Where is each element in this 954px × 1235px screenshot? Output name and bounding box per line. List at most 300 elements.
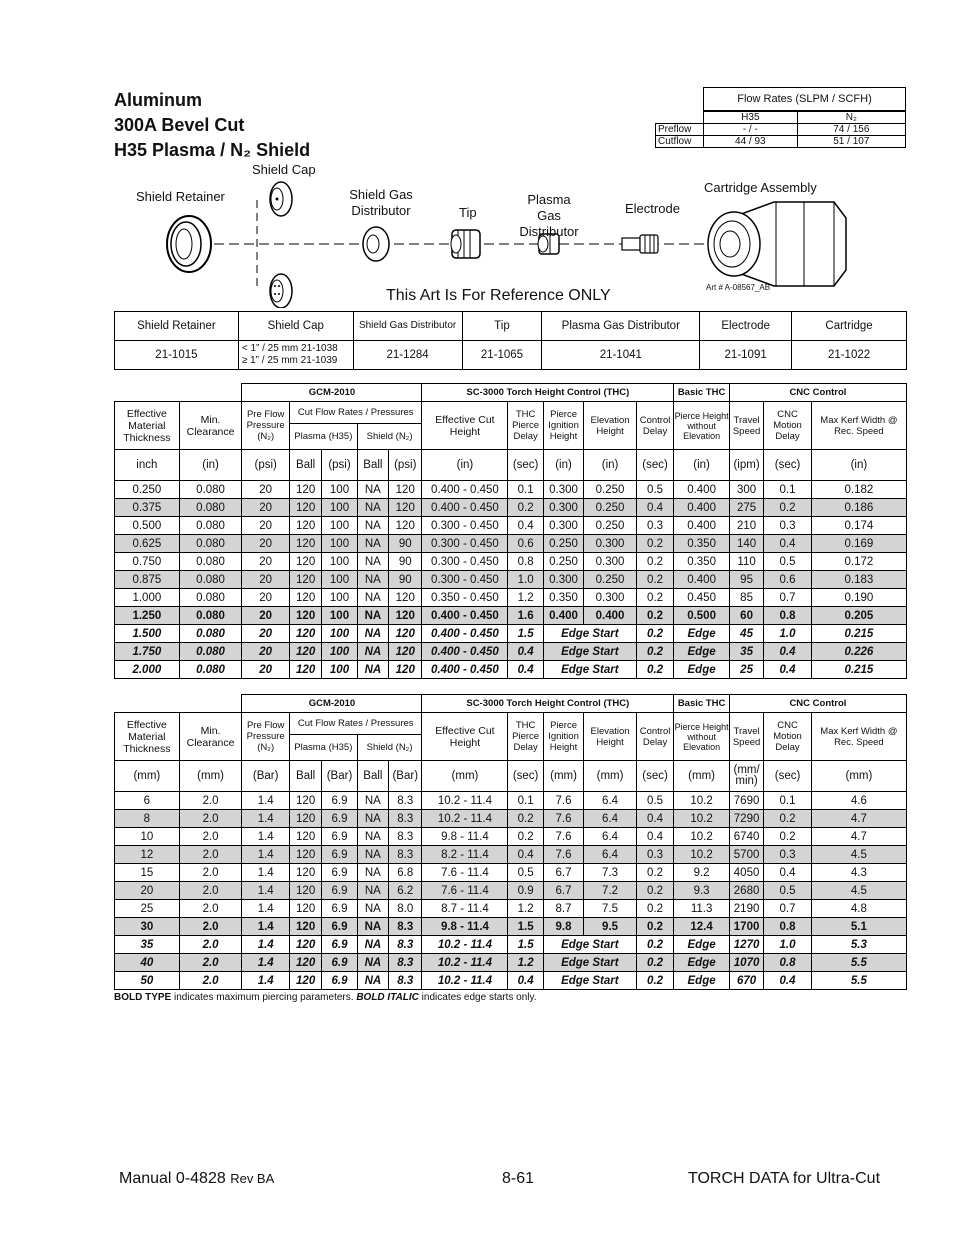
table-cell: 0.2 <box>636 535 673 553</box>
table-cell: NA <box>357 625 388 643</box>
table-cell: 0.080 <box>179 643 242 661</box>
table-cell: NA <box>357 792 388 810</box>
flow-row-label: Preflow <box>656 124 704 136</box>
table-row <box>115 828 907 846</box>
table-cell: Edge Start <box>543 625 636 643</box>
table-cell: 7.6 <box>543 810 583 828</box>
table-cell: 15 <box>115 864 180 882</box>
unit-cell: (sec) <box>636 761 673 792</box>
table-cell: 0.300 - 0.450 <box>422 517 508 535</box>
cartridge-assembly-drawing <box>708 202 846 286</box>
table-cell: 6.4 <box>584 828 637 846</box>
table-cell: 2.0 <box>179 918 242 936</box>
table-cell: 35 <box>115 936 180 954</box>
table-cell: 0.3 <box>764 846 812 864</box>
table-cell: 2190 <box>729 900 763 918</box>
col-shield: Shield (N₂) <box>357 735 422 761</box>
table-cell: 1.250 <box>115 607 180 625</box>
table-cell: 120 <box>389 643 422 661</box>
table-cell: 6.9 <box>322 972 357 990</box>
group-thc: SC-3000 Torch Height Control (THC) <box>422 384 674 402</box>
table-cell: 2.0 <box>179 828 242 846</box>
table-cell: NA <box>357 972 388 990</box>
table-cell: 0.7 <box>764 900 812 918</box>
unit-cell: (mm) <box>584 761 637 792</box>
table-cell: 20 <box>242 625 290 643</box>
table-cell: 50 <box>115 972 180 990</box>
shield-cap-drawing-top <box>270 182 292 216</box>
table-cell: 0.172 <box>811 553 906 571</box>
table-cell: 6740 <box>729 828 763 846</box>
table-cell: 0.1 <box>764 792 812 810</box>
table-cell: 0.186 <box>811 499 906 517</box>
table-cell: Edge Start <box>543 972 636 990</box>
table-cell: 0.080 <box>179 607 242 625</box>
table-cell: 6.9 <box>322 846 357 864</box>
table-cell: 0.1 <box>508 792 543 810</box>
table-cell: 100 <box>322 535 357 553</box>
table-cell: 0.2 <box>636 954 673 972</box>
table-cell: 6.7 <box>543 864 583 882</box>
part-number: 21-1041 <box>542 341 700 370</box>
col-elevation: Elevation Height <box>584 713 637 761</box>
footer-manual: Manual 0-4828 Rev BA <box>119 1170 275 1187</box>
table-cell: 120 <box>289 553 321 571</box>
table-cell: 100 <box>322 481 357 499</box>
table-cell: NA <box>357 661 388 679</box>
table-cell: Edge Start <box>543 954 636 972</box>
table-cell: 0.2 <box>764 810 812 828</box>
table-cell: 1.4 <box>242 810 290 828</box>
table-cell: 0.250 <box>543 553 583 571</box>
table-cell: 6 <box>115 792 180 810</box>
table-cell: 120 <box>289 589 321 607</box>
table-cell: 6.4 <box>584 846 637 864</box>
table-cell: 6.4 <box>584 792 637 810</box>
col-cutflow: Cut Flow Rates / Pressures <box>289 402 422 424</box>
table-cell: 6.4 <box>584 810 637 828</box>
table-cell: 1.4 <box>242 918 290 936</box>
table-cell: 4.5 <box>811 846 906 864</box>
table-cell: 0.2 <box>508 828 543 846</box>
table-cell: 100 <box>322 571 357 589</box>
table-row <box>115 936 907 954</box>
table-cell: 120 <box>289 900 321 918</box>
col-cnc-delay: CNC Motion Delay <box>764 402 812 450</box>
unit-cell: (psi) <box>242 450 290 481</box>
flow-col-h35: H35 <box>704 112 798 124</box>
table-cell: 7.6 <box>543 792 583 810</box>
table-cell: 0.300 <box>543 517 583 535</box>
unit-cell: inch <box>115 450 180 481</box>
footer-section: TORCH DATA for Ultra-Cut <box>688 1170 881 1187</box>
unit-cell: (mm) <box>179 761 242 792</box>
table-cell: 8.0 <box>389 900 422 918</box>
parts-header: Shield Retainer <box>115 312 239 341</box>
table-row <box>115 846 907 864</box>
table-cell: 120 <box>289 882 321 900</box>
table-cell: 1.4 <box>242 900 290 918</box>
table-cell: NA <box>357 481 388 499</box>
table-cell: 0.750 <box>115 553 180 571</box>
table-cell: 0.2 <box>636 900 673 918</box>
table-cell: 20 <box>242 589 290 607</box>
table-cell: 120 <box>289 864 321 882</box>
table-cell: 0.300 - 0.450 <box>422 571 508 589</box>
title-process: 300A Bevel Cut <box>114 115 245 135</box>
flow-rates-header: Flow Rates (SLPM / SCFH) <box>703 87 906 111</box>
table-row <box>115 972 907 990</box>
table-cell: 0.080 <box>179 517 242 535</box>
table-row <box>115 553 907 571</box>
unit-cell: Ball <box>357 761 388 792</box>
table-cell: 0.174 <box>811 517 906 535</box>
col-pierce-no-elev: Pierce Height without Elevation <box>674 402 730 450</box>
table-cell: 60 <box>729 607 763 625</box>
table-cell: 0.350 <box>543 589 583 607</box>
col-kerf: Max Kerf Width @ Rec. Speed <box>811 402 906 450</box>
table-cell: 10 <box>115 828 180 846</box>
parts-header: Shield Gas Distributor <box>353 312 462 341</box>
table-cell: 0.2 <box>636 918 673 936</box>
table-cell: 4.3 <box>811 864 906 882</box>
label-tip: Tip <box>459 205 477 220</box>
unit-cell: (mm) <box>422 761 508 792</box>
table-cell: 0.2 <box>636 589 673 607</box>
table-cell: NA <box>357 607 388 625</box>
col-pierce-height: Pierce Ignition Height <box>543 713 583 761</box>
table-cell: 0.183 <box>811 571 906 589</box>
table-cell: NA <box>357 828 388 846</box>
table-cell: 0.300 - 0.450 <box>422 535 508 553</box>
table-cell: 0.350 - 0.450 <box>422 589 508 607</box>
table-cell: Edge <box>674 954 730 972</box>
group-basic-thc: Basic THC <box>674 695 730 713</box>
table-cell: 100 <box>322 625 357 643</box>
table-cell: 8.3 <box>389 792 422 810</box>
table-cell: 0.250 <box>584 499 637 517</box>
table-cell: 5.1 <box>811 918 906 936</box>
unit-cell: Ball <box>289 450 321 481</box>
table-cell: 1.750 <box>115 643 180 661</box>
part-number: 21-1022 <box>792 341 907 370</box>
table-row <box>115 499 907 517</box>
table-cell: 2.0 <box>179 936 242 954</box>
table-cell: 0.350 <box>674 535 730 553</box>
table-cell: 4.7 <box>811 828 906 846</box>
table-cell: 140 <box>729 535 763 553</box>
unit-cell: (in) <box>674 450 730 481</box>
table-cell: 4.8 <box>811 900 906 918</box>
table-cell: 9.8 - 11.4 <box>422 828 508 846</box>
table-row <box>115 643 907 661</box>
table-cell: 6.9 <box>322 792 357 810</box>
table-cell: 1.5 <box>508 625 543 643</box>
table-cell: 10.2 - 11.4 <box>422 936 508 954</box>
flow-row-label: Cutflow <box>656 136 704 148</box>
table-cell: 120 <box>389 589 422 607</box>
table-cell: 2.0 <box>179 792 242 810</box>
col-thickness: Effective Material Thickness <box>115 402 180 450</box>
table-cell: 0.400 - 0.450 <box>422 481 508 499</box>
cut-data-table-inch <box>114 383 907 679</box>
table-cell: Edge Start <box>543 936 636 954</box>
flow-rates-table <box>655 87 907 148</box>
table-cell: 110 <box>729 553 763 571</box>
table-cell: 120 <box>289 918 321 936</box>
table-cell: NA <box>357 918 388 936</box>
table-cell: 0.400 <box>674 499 730 517</box>
table-cell: Edge Start <box>543 661 636 679</box>
col-travel: Travel Speed <box>729 402 763 450</box>
page-title <box>114 88 310 163</box>
table-cell: NA <box>357 846 388 864</box>
table-cell: 1.0 <box>764 625 812 643</box>
table-cell: 0.080 <box>179 499 242 517</box>
table-cell: 8.7 <box>543 900 583 918</box>
table-cell: 120 <box>289 810 321 828</box>
table-cell: 0.375 <box>115 499 180 517</box>
table-cell: 0.4 <box>764 864 812 882</box>
table-cell: 6.8 <box>389 864 422 882</box>
table-cell: 5.5 <box>811 954 906 972</box>
table-row <box>115 792 907 810</box>
table-cell: 2.0 <box>179 864 242 882</box>
label-shield-cap: Shield Cap <box>252 162 316 177</box>
table-cell: 10.2 - 11.4 <box>422 792 508 810</box>
table-cell: 0.2 <box>636 625 673 643</box>
unit-cell: (in) <box>584 450 637 481</box>
table-cell: 9.8 <box>543 918 583 936</box>
table-cell: 30 <box>115 918 180 936</box>
table-cell: 0.6 <box>508 535 543 553</box>
flow-cell: 44 / 93 <box>704 136 798 148</box>
unit-cell: (in) <box>543 450 583 481</box>
table-cell: 20 <box>242 661 290 679</box>
part-number: 21-1284 <box>353 341 462 370</box>
table-cell: 0.400 <box>674 571 730 589</box>
table-cell: 1.5 <box>508 936 543 954</box>
table-cell: 7.6 <box>543 828 583 846</box>
table-cell: 0.4 <box>636 810 673 828</box>
col-plasma: Plasma (H35) <box>289 424 357 450</box>
part-number: 21-1065 <box>462 341 542 370</box>
col-preflow: Pre Flow Pressure (N₂) <box>242 402 290 450</box>
table-cell: 0.300 <box>543 571 583 589</box>
table-cell: 11.3 <box>674 900 730 918</box>
table-cell: 4.5 <box>811 882 906 900</box>
table-cell: 4.7 <box>811 810 906 828</box>
table-cell: 10.2 <box>674 828 730 846</box>
table-cell: 1.4 <box>242 954 290 972</box>
table-cell: 120 <box>289 643 321 661</box>
table-cell: 0.8 <box>508 553 543 571</box>
flow-cell: 74 / 156 <box>797 124 905 136</box>
table-cell: NA <box>357 643 388 661</box>
table-cell: 0.2 <box>636 864 673 882</box>
table-cell: Edge <box>674 643 730 661</box>
table-cell: 2.0 <box>179 972 242 990</box>
table-cell: 0.400 - 0.450 <box>422 661 508 679</box>
table-cell: NA <box>357 589 388 607</box>
table-cell: 6.9 <box>322 918 357 936</box>
table-cell: 7.3 <box>584 864 637 882</box>
table-cell: NA <box>357 499 388 517</box>
table-cell: 2.0 <box>179 882 242 900</box>
table-cell: 0.400 - 0.450 <box>422 625 508 643</box>
table-cell: 0.9 <box>508 882 543 900</box>
table-cell: 0.250 <box>584 517 637 535</box>
table-cell: 0.5 <box>636 792 673 810</box>
table-cell: 90 <box>389 553 422 571</box>
table-cell: 0.400 - 0.450 <box>422 499 508 517</box>
table-cell: 20 <box>242 499 290 517</box>
table-cell: 0.4 <box>764 535 812 553</box>
table-cell: 4.6 <box>811 792 906 810</box>
table-cell: 8.3 <box>389 846 422 864</box>
table-cell: 0.1 <box>764 481 812 499</box>
unit-cell: (Bar) <box>389 761 422 792</box>
group-gcm: GCM-2010 <box>242 384 422 402</box>
parts-header: Plasma Gas Distributor <box>542 312 700 341</box>
unit-cell: (Bar) <box>322 761 357 792</box>
title-gases: H35 Plasma / N₂ Shield <box>114 140 311 160</box>
table-cell: 1070 <box>729 954 763 972</box>
table-cell: 8.3 <box>389 954 422 972</box>
group-basic-thc: Basic THC <box>674 384 730 402</box>
table-cell: 5.5 <box>811 972 906 990</box>
table-cell: 0.5 <box>764 553 812 571</box>
table-cell: NA <box>357 882 388 900</box>
col-preflow: Pre Flow Pressure (N₂) <box>242 713 290 761</box>
table-cell: 8.3 <box>389 936 422 954</box>
table-row <box>115 481 907 499</box>
table-cell: 120 <box>389 499 422 517</box>
table-cell: 9.3 <box>674 882 730 900</box>
table-cell: 120 <box>289 571 321 589</box>
table-cell: 0.3 <box>636 846 673 864</box>
table-cell: 120 <box>289 792 321 810</box>
group-gcm: GCM-2010 <box>242 695 422 713</box>
table-cell: 0.500 <box>674 607 730 625</box>
unit-cell: (mm) <box>115 761 180 792</box>
table-cell: 7.5 <box>584 900 637 918</box>
col-travel: Travel Speed <box>729 713 763 761</box>
table-cell: 4050 <box>729 864 763 882</box>
table-cell: 0.2 <box>508 499 543 517</box>
table-cell: Edge <box>674 972 730 990</box>
cut-data-table-metric <box>114 694 907 990</box>
col-shield: Shield (N₂) <box>357 424 422 450</box>
table-cell: 90 <box>389 571 422 589</box>
table-cell: 100 <box>322 643 357 661</box>
label-cartridge-assembly: Cartridge Assembly <box>704 180 817 195</box>
table-cell: 120 <box>289 954 321 972</box>
table-cell: 6.2 <box>389 882 422 900</box>
table-cell: 120 <box>289 517 321 535</box>
col-cut-height: Effective Cut Height <box>422 713 508 761</box>
table-cell: 120 <box>289 607 321 625</box>
unit-cell: (mm) <box>674 761 730 792</box>
unit-cell: (in) <box>179 450 242 481</box>
table-cell: 120 <box>289 625 321 643</box>
table-cell: 12 <box>115 846 180 864</box>
parts-header: Electrode <box>700 312 792 341</box>
table-cell: 0.2 <box>636 936 673 954</box>
table-cell: 7.6 <box>543 846 583 864</box>
reference-note: This Art Is For Reference ONLY <box>386 287 611 304</box>
table-cell: 7290 <box>729 810 763 828</box>
table-cell: 10.2 - 11.4 <box>422 810 508 828</box>
table-cell: 9.5 <box>584 918 637 936</box>
table-cell: 210 <box>729 517 763 535</box>
table-cell: 0.215 <box>811 661 906 679</box>
table-cell: NA <box>357 553 388 571</box>
table-cell: 120 <box>289 828 321 846</box>
table-cell: 0.5 <box>764 882 812 900</box>
table-cell: 2.0 <box>179 954 242 972</box>
footnote: BOLD TYPE indicates maximum piercing parameters. BOLD ITALIC indicates edge starts only. <box>114 992 537 1003</box>
table-cell: 0.400 <box>543 607 583 625</box>
table-cell: NA <box>357 900 388 918</box>
table-cell: 1.6 <box>508 607 543 625</box>
table-cell: 1.4 <box>242 882 290 900</box>
table-cell: 0.3 <box>636 517 673 535</box>
table-cell: 100 <box>322 661 357 679</box>
col-cnc-delay: CNC Motion Delay <box>764 713 812 761</box>
table-cell: 10.2 <box>674 846 730 864</box>
table-cell: 670 <box>729 972 763 990</box>
table-cell: 0.400 - 0.450 <box>422 607 508 625</box>
table-cell: 100 <box>322 499 357 517</box>
table-cell: 0.300 <box>584 535 637 553</box>
table-row <box>115 571 907 589</box>
table-cell: 0.350 <box>674 553 730 571</box>
table-cell: 0.300 <box>584 589 637 607</box>
table-cell: Edge <box>674 936 730 954</box>
group-cnc: CNC Control <box>729 384 906 402</box>
flow-cell: 51 / 107 <box>797 136 905 148</box>
table-cell: Edge <box>674 661 730 679</box>
table-cell: 0.450 <box>674 589 730 607</box>
tip-drawing <box>451 230 480 258</box>
table-cell: 100 <box>322 607 357 625</box>
table-cell: 10.2 - 11.4 <box>422 972 508 990</box>
table-cell: 9.2 <box>674 864 730 882</box>
table-cell: 35 <box>729 643 763 661</box>
table-cell: NA <box>357 954 388 972</box>
table-cell: 0.080 <box>179 481 242 499</box>
flow-cell: - / - <box>704 124 798 136</box>
table-cell: 6.9 <box>322 882 357 900</box>
table-cell: 0.3 <box>764 517 812 535</box>
table-cell: 8.2 - 11.4 <box>422 846 508 864</box>
table-cell: 85 <box>729 589 763 607</box>
table-cell: 1.2 <box>508 954 543 972</box>
part-number-shield-cap: < 1” / 25 mm 21-1038 ≥ 1” / 25 mm 21-1039 <box>238 341 353 370</box>
table-cell: 120 <box>289 936 321 954</box>
table-cell: NA <box>357 517 388 535</box>
col-control-delay: Control Delay <box>636 713 673 761</box>
table-cell: 6.9 <box>322 864 357 882</box>
table-cell: 0.080 <box>179 625 242 643</box>
table-cell: 0.250 <box>115 481 180 499</box>
table-cell: 0.080 <box>179 535 242 553</box>
label-plasma-gas-distributor: Plasma Gas Distributor <box>519 192 579 239</box>
table-cell: 0.875 <box>115 571 180 589</box>
table-cell: 0.300 <box>543 499 583 517</box>
unit-cell: (sec) <box>508 761 543 792</box>
